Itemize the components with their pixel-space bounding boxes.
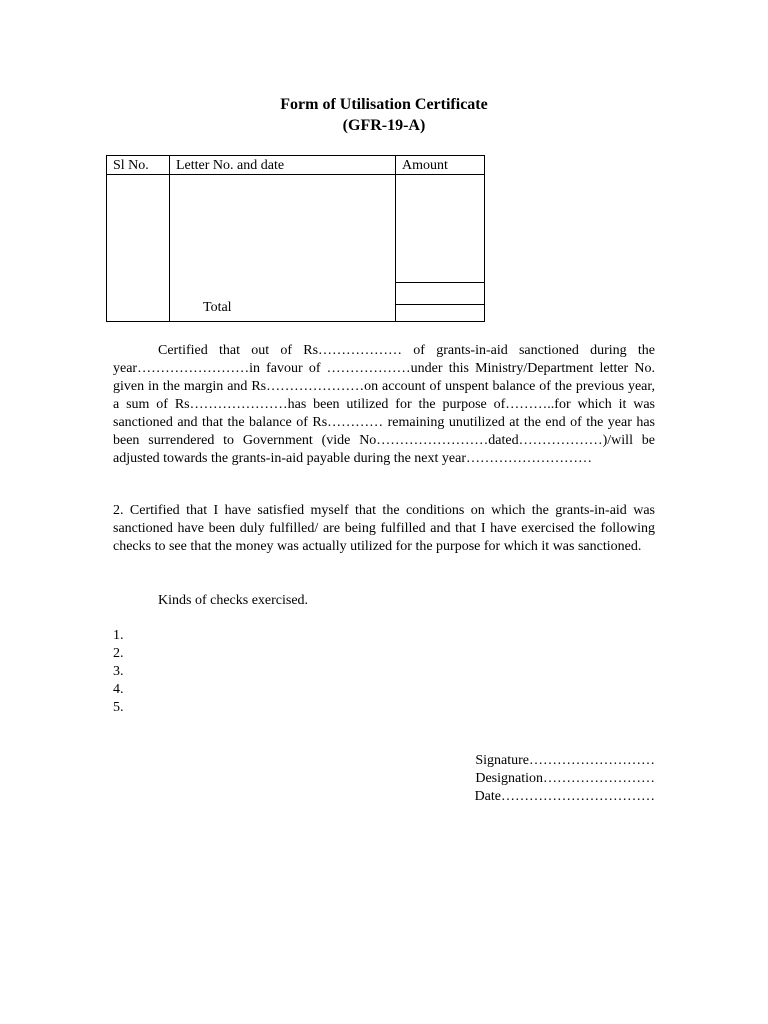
certificate-paragraph: Certified that out of Rs……………… of grants-in-aid sanctioned during the year……………………in favour of ………………under this Ministry/Department letter No. given in the margin and Rs…………………on account of unspent balance of the previous year, a sum of Rs…………………has been utilized for the purpose of………..for which it was sanctioned and that the balance of Rs………… remaining unutilized at the end of the year has been surrendered to Government (vide No……………………dated………………)/will be adjusted towards the grants-in-aid payable during the next year……………………… bbox=[113, 343, 655, 466]
list-item: 1. bbox=[113, 628, 124, 643]
total-label: Total bbox=[203, 300, 232, 315]
column-divider bbox=[395, 156, 396, 321]
signature-line: Signature……………………… bbox=[475, 753, 655, 768]
amount-divider bbox=[395, 282, 484, 283]
form-title: Form of Utilisation Certificate bbox=[280, 96, 488, 113]
checks-heading: Kinds of checks exercised. bbox=[158, 593, 309, 608]
list-item: 5. bbox=[113, 700, 124, 715]
grants-table bbox=[106, 155, 485, 322]
checks-list bbox=[113, 627, 124, 717]
conditions-paragraph: 2. Certified that I have satisfied myself that the conditions on which the grants-in-aid was sanctioned have been duly fulfilled/ are being fulfilled and that I have exercised the following checks to see that the money was actually utilized for the purpose for which it was sanctioned. bbox=[113, 503, 655, 554]
column-divider bbox=[169, 156, 170, 321]
form-code: (GFR-19-A) bbox=[342, 117, 426, 134]
date-line: Date…………………………… bbox=[474, 789, 655, 804]
header-letter-no-date: Letter No. and date bbox=[176, 158, 285, 173]
list-item: 4. bbox=[113, 682, 124, 697]
list-item: 2. bbox=[113, 646, 124, 661]
amount-divider bbox=[395, 304, 484, 305]
list-item: 3. bbox=[113, 664, 124, 679]
header-amount: Amount bbox=[402, 158, 448, 173]
header-sl-no: Sl No. bbox=[113, 158, 149, 173]
signature-block bbox=[461, 752, 655, 806]
designation-line: Designation…………………… bbox=[475, 771, 655, 786]
